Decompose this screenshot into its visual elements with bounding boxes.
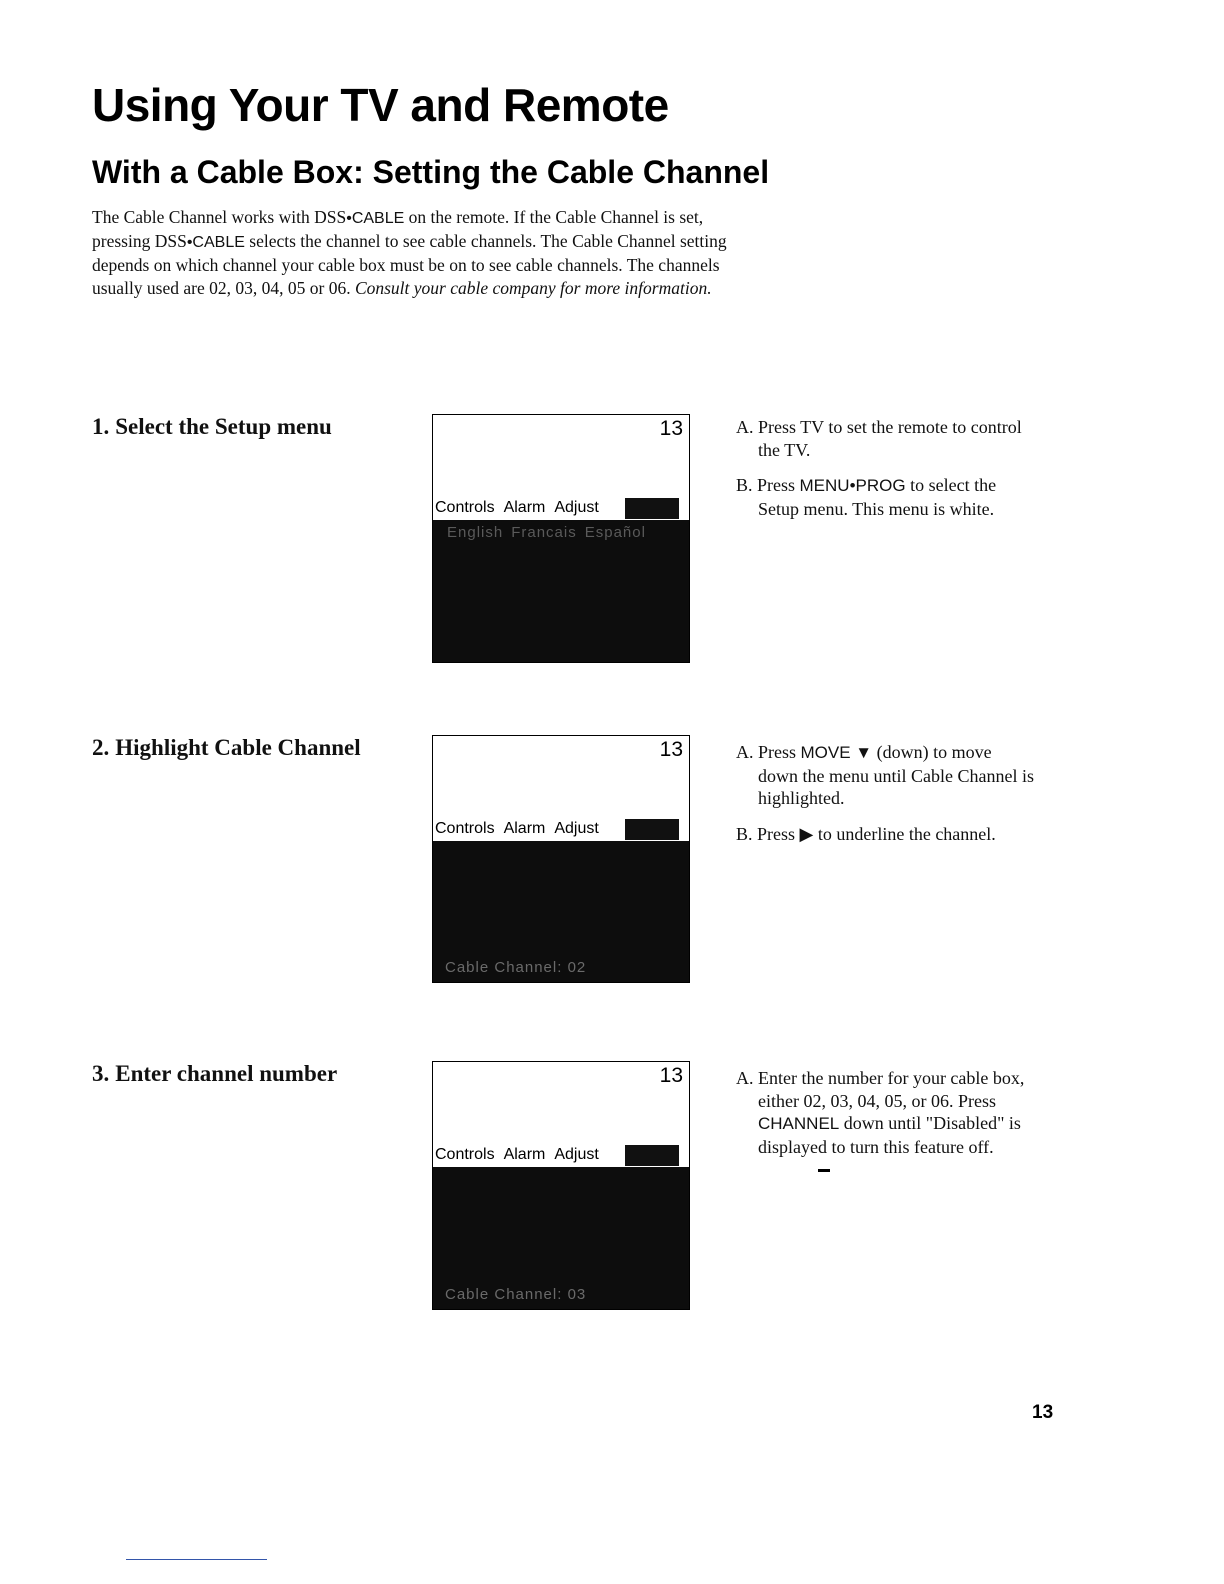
highlighted-setup-tab (625, 1145, 679, 1166)
step-2-title: 2. Highlight Cable Channel (92, 735, 361, 760)
menu-tab-adjust: Adjust (554, 1146, 599, 1163)
page-number: 13 (1032, 1402, 1054, 1423)
menu-tab-adjust: Adjust (554, 499, 599, 516)
menu-tab-controls: Controls (435, 820, 495, 837)
channel-number: 13 (659, 738, 683, 761)
menu-tab-alarm: Alarm (503, 1146, 546, 1163)
menu-body (433, 841, 689, 982)
cable-channel-setting: Cable Channel: 02 (445, 959, 587, 976)
step-1-instructions: A. Press TV to set the remote to control the TV. B. Press MENU•PROG to select the Setup menu. This menu is white. (736, 417, 1022, 519)
menu-tab-controls: Controls (435, 499, 495, 516)
menu-tab-adjust: Adjust (554, 820, 599, 837)
section-subtitle: With a Cable Box: Setting the Cable Channel (92, 154, 770, 190)
menu-tab-alarm: Alarm (503, 499, 546, 516)
cable-channel-setting: Cable Channel: 03 (445, 1286, 587, 1303)
menu-tab-alarm: Alarm (503, 820, 546, 837)
step-2-tv-screen (432, 735, 690, 983)
intro-italic-note: Consult your cable company for more information. (354, 278, 712, 298)
footer-rule (126, 1559, 267, 1560)
menu-body (433, 520, 689, 662)
step-3-instructions: A. Enter the number for your cable box, either 02, 03, 04, 05, or 06. Press CHANNEL down until "Disabled" is displayed to turn this feature off. (736, 1067, 1036, 1194)
step-3-tv-screen (432, 1061, 690, 1310)
step-3-title: 3. Enter channel number (92, 1061, 338, 1086)
menu-body (433, 1167, 689, 1309)
language-options: English Francais Español (447, 524, 646, 541)
page-title: Using Your TV and Remote (92, 79, 669, 131)
highlighted-setup-tab (625, 819, 679, 840)
channel-number: 13 (659, 1064, 683, 1087)
continued-dash (818, 1169, 830, 1172)
intro-paragraph: The Cable Channel works with DSS•CABLE on the remote. If the Cable Channel is set, pressing DSS•CABLE selects the channel to see cable channels. The Cable Channel setting depends on which channel your cable box must be on to see cable channels. The channels usually used are 02, 03, 04, 05 or 06. Consult your cable company for more information. (92, 207, 727, 298)
step-1-tv-screen (432, 414, 690, 663)
step-1-title: 1. Select the Setup menu (92, 414, 332, 439)
highlighted-setup-tab (625, 498, 679, 519)
menu-tab-controls: Controls (435, 1146, 495, 1163)
channel-number: 13 (659, 417, 683, 440)
step-2-instructions: A. Press MOVE ▼ (down) to move down the menu until Cable Channel is highlighted. B. Press ▶ to underline the channel. (736, 742, 1034, 844)
